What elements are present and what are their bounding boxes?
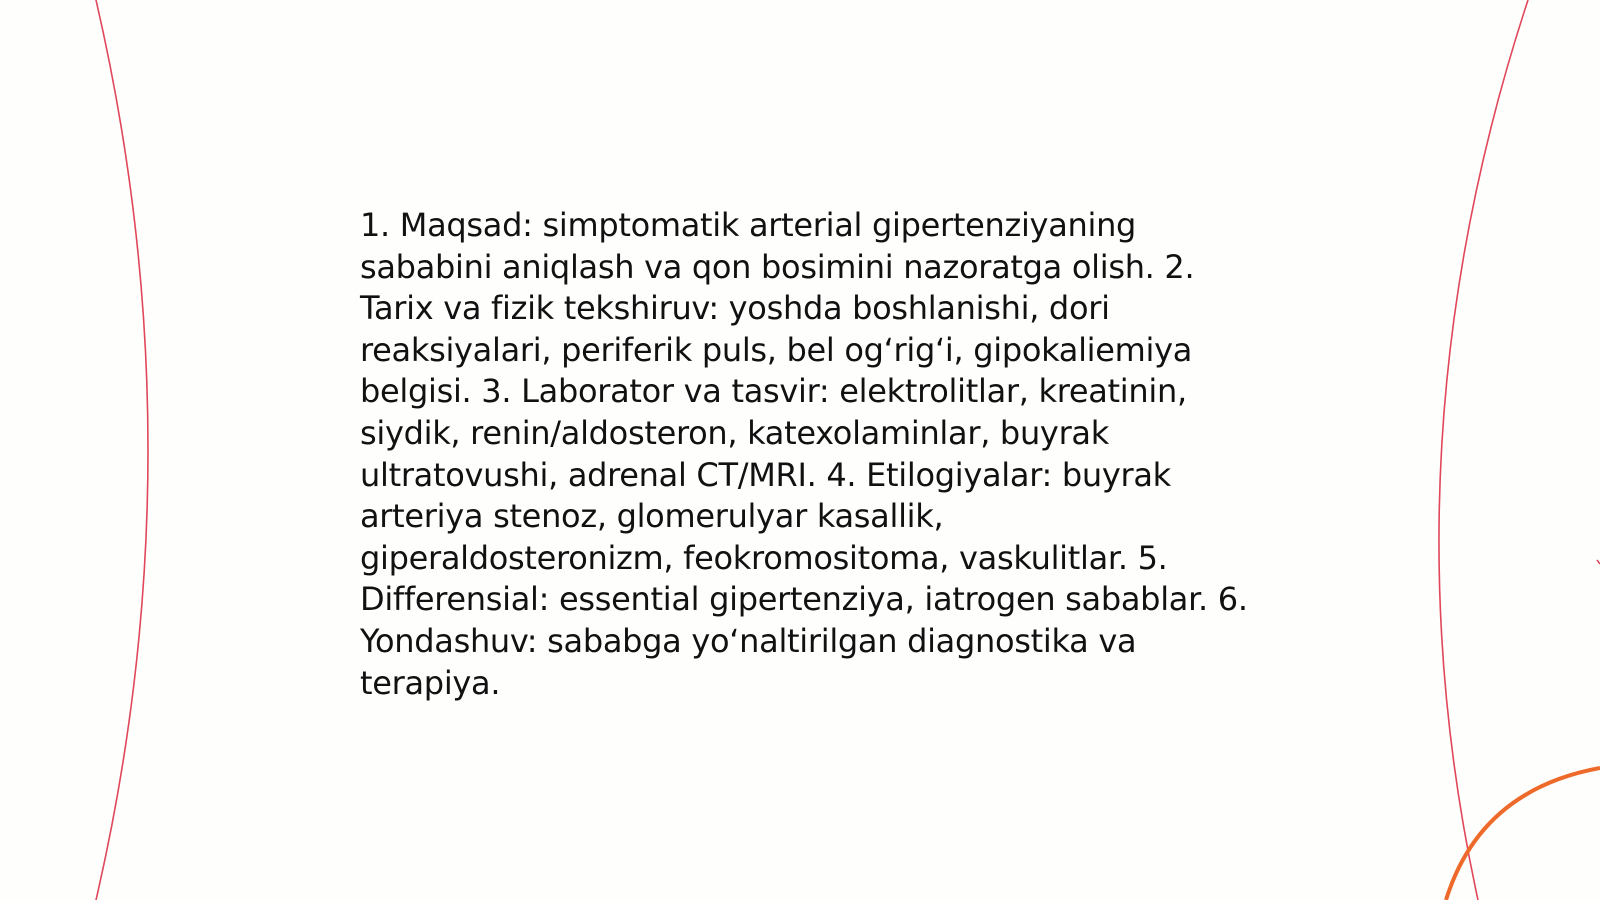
bottom-right-accent-arc: [1446, 768, 1600, 900]
slide-body-text: 1. Maqsad: simptomatik arterial gipertenziyaning sababini aniqlash va qon bosimini nazoratga olish. 2. Tarix va fizik tekshiruv: yoshda boshlanishi, dori reaksiyalari, periferik puls, bel ogʻrigʻi, gipokaliemiya belgisi. 3. Laborator va tasvir: elektrolitlar, kreatinin, siydik, renin/aldosteron, katexolaminlar, buyrak ultratovushi, adrenal CT/MRI. 4. Etilogiyalar: buyrak arteriya stenoz, glomerulyar kasallik, giperaldosteronizm, feokromositoma, vaskulitlar. 5. Differensial: essential gipertenziya, iatrogen sabablar. 6. Yondashuv: sababga yoʻnaltirilgan diagnostika va terapiya.: [360, 206, 1248, 702]
right-arc-line: [1439, 0, 1528, 900]
left-arc-line: [96, 0, 148, 900]
